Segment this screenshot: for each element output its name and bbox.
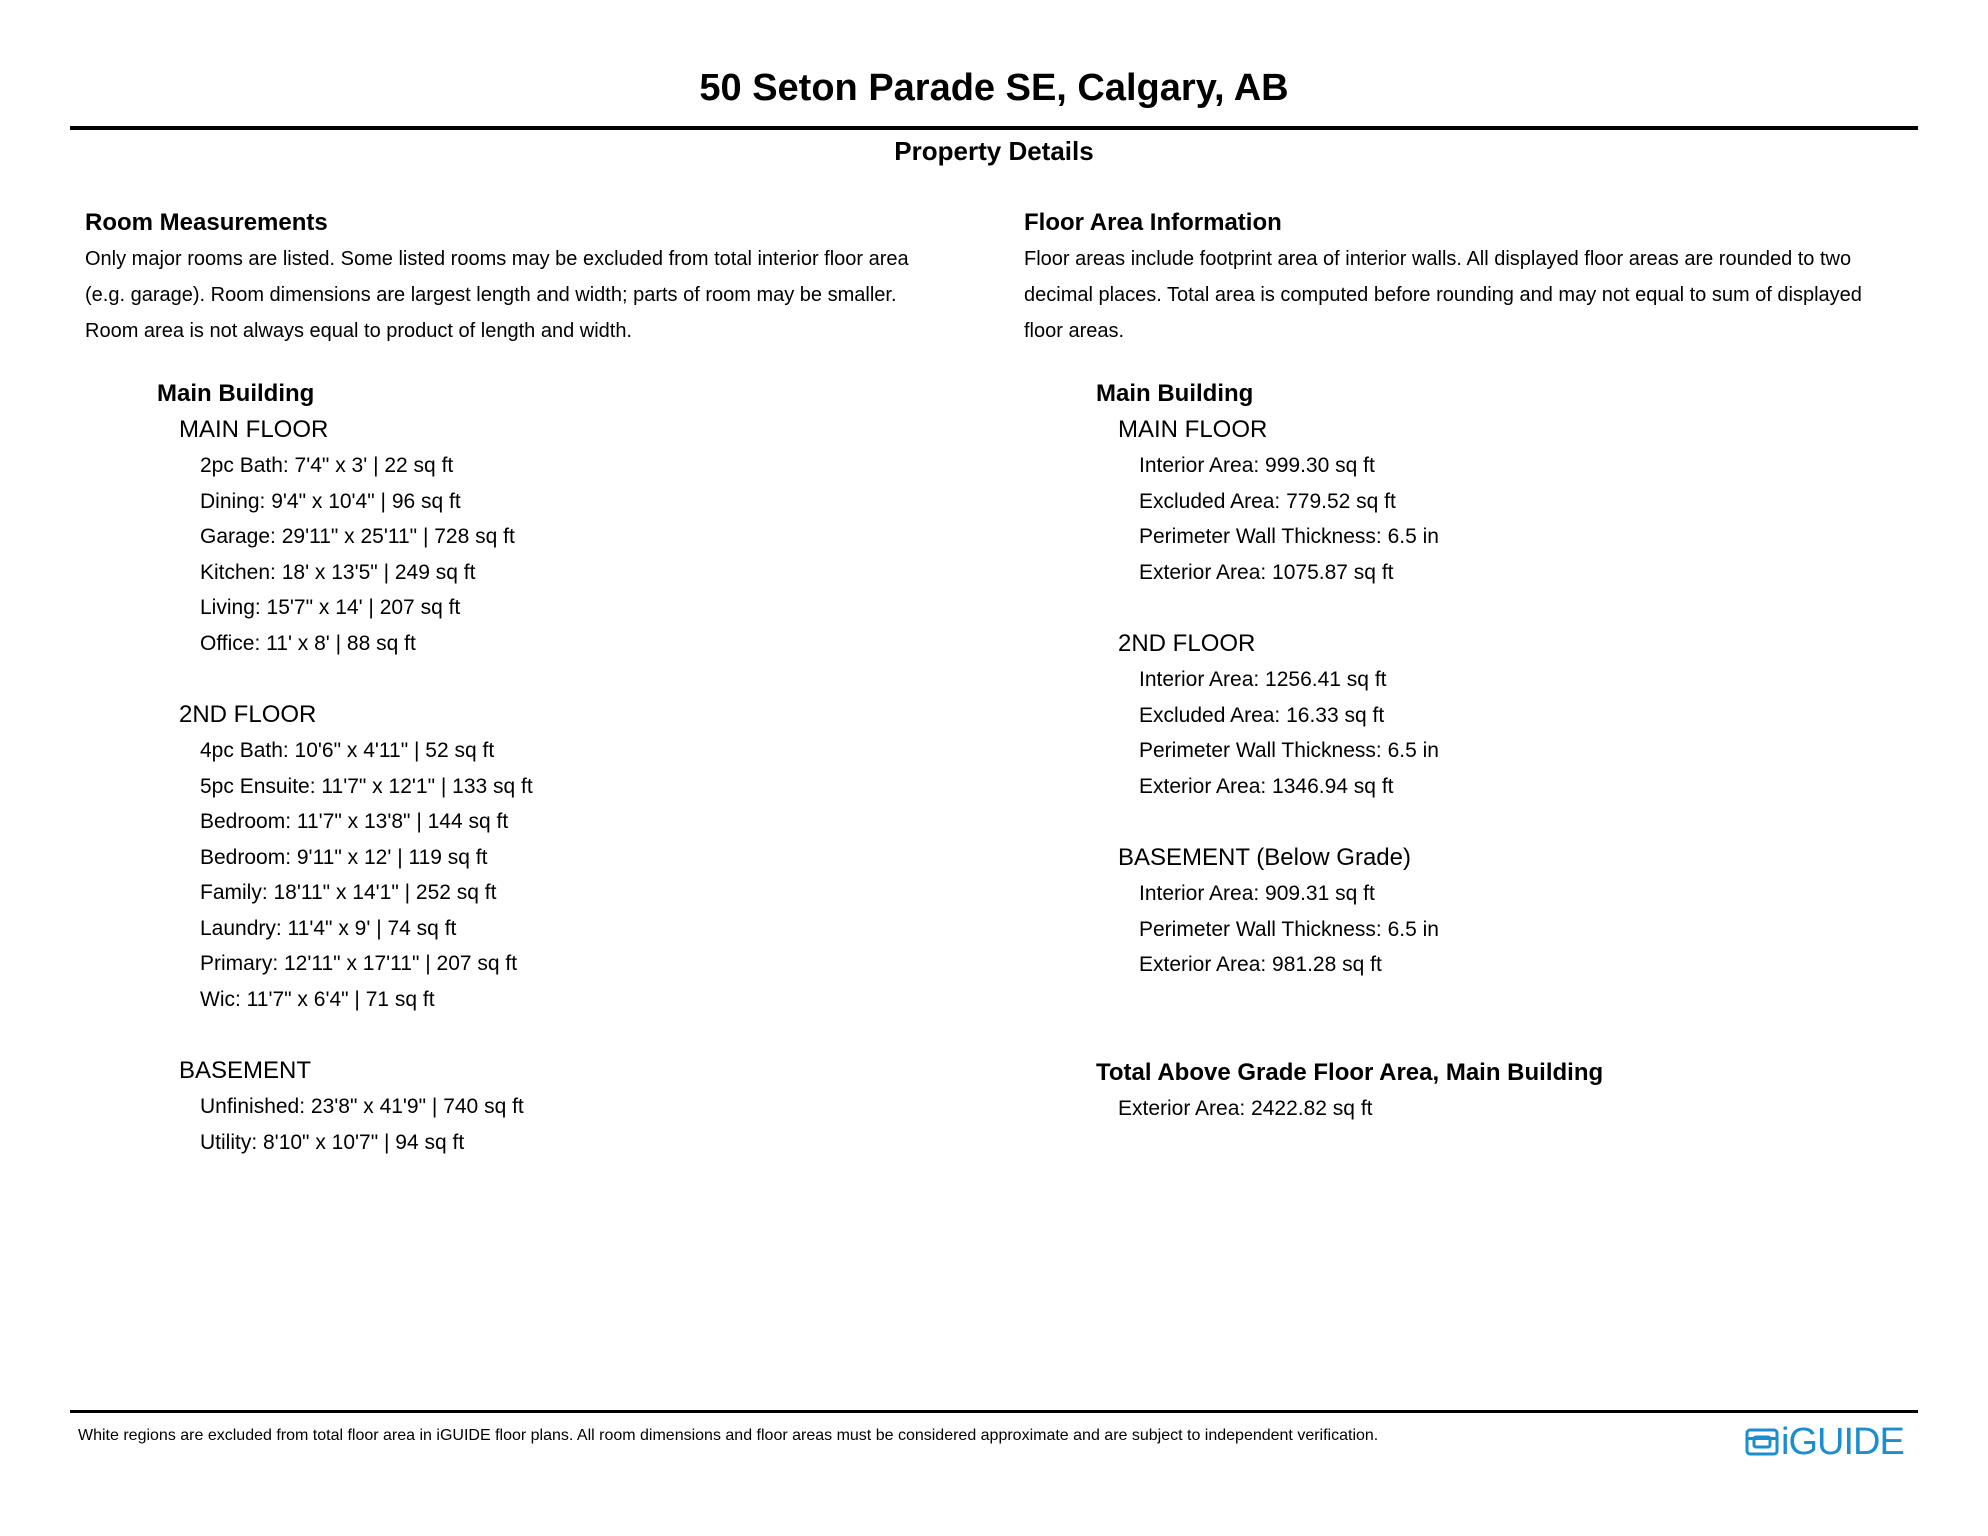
area-item: Exterior Area: 1075.87 sq ft — [1139, 560, 1394, 584]
total-area-item: Exterior Area: 2422.82 sq ft — [1118, 1096, 1373, 1120]
iguide-logo — [1745, 1422, 1904, 1462]
room-measurements-heading: Room Measurements — [85, 209, 328, 236]
floor-name: BASEMENT (Below Grade) — [1118, 844, 1411, 871]
floor-area-basement — [1118, 840, 1924, 1055]
total-area-heading: Total Above Grade Floor Area, Main Building — [1096, 1058, 1604, 1086]
floor-name: MAIN FLOOR — [179, 416, 329, 443]
floor-block-basement — [179, 1053, 985, 1160]
floor-area-2nd — [1118, 626, 1924, 840]
room-measurements-description — [85, 241, 985, 349]
area-item: Interior Area: 909.31 sq ft — [1139, 882, 1375, 905]
building-block — [157, 376, 985, 1160]
room-item: Dining: 9'4" x 10'4" | 96 sq ft — [200, 489, 461, 513]
room-item: Living: 15'7" x 14' | 207 sq ft — [200, 596, 461, 619]
page-subtitle: Property Details — [894, 136, 1094, 166]
footer-divider — [70, 1410, 1918, 1413]
floor-area-heading: Floor Area Information — [1024, 209, 1282, 236]
room-item: Utility: 8'10" x 10'7" | 94 sq ft — [200, 1130, 465, 1154]
description-line: floor areas. — [1024, 320, 1125, 342]
footer-note: White regions are excluded from total floor area in iGUIDE floor plans. All room dimensions and floor areas must be considered approximate and are subject to independent verification. — [78, 1427, 1379, 1444]
floor-block-main — [179, 412, 985, 697]
area-item: Excluded Area: 16.33 sq ft — [1139, 703, 1385, 727]
room-item: Office: 11' x 8' | 88 sq ft — [200, 631, 416, 655]
floor-block-2nd — [179, 697, 985, 1053]
room-item: Unfinished: 23'8" x 41'9" | 740 sq ft — [200, 1095, 524, 1118]
area-item: Interior Area: 999.30 sq ft — [1139, 454, 1375, 477]
area-item: Exterior Area: 981.28 sq ft — [1139, 953, 1382, 976]
logo-text: iGUIDE — [1781, 1421, 1904, 1463]
room-item: Family: 18'11" x 14'1" | 252 sq ft — [200, 881, 497, 904]
room-item: Laundry: 11'4" x 9' | 74 sq ft — [200, 916, 457, 940]
building-name: Main Building — [1096, 380, 1254, 407]
page-title: 50 Seton Parade SE, Calgary, AB — [699, 67, 1289, 109]
floor-name: 2ND FLOOR — [179, 701, 317, 728]
area-item: Perimeter Wall Thickness: 6.5 in — [1139, 739, 1439, 762]
floor-area-main — [1118, 412, 1924, 626]
room-item: Kitchen: 18' x 13'5" | 249 sq ft — [200, 560, 476, 584]
area-item: Exterior Area: 1346.94 sq ft — [1139, 774, 1394, 798]
title-divider — [70, 126, 1918, 130]
room-item: Primary: 12'11" x 17'11" | 207 sq ft — [200, 952, 518, 975]
floor-name: MAIN FLOOR — [1118, 416, 1268, 443]
floor-name: BASEMENT — [179, 1057, 312, 1084]
room-item: Bedroom: 9'11" x 12' | 119 sq ft — [200, 845, 488, 869]
description-line: (e.g. garage). Room dimensions are largest length and width; parts of room may be smaller. — [85, 284, 897, 306]
area-item: Excluded Area: 779.52 sq ft — [1139, 489, 1396, 513]
building-block — [1096, 376, 1924, 1126]
area-item: Perimeter Wall Thickness: 6.5 in — [1139, 525, 1439, 548]
room-item: Wic: 11'7" x 6'4" | 71 sq ft — [200, 987, 435, 1011]
iguide-camera-icon — [1745, 1427, 1779, 1457]
floor-area-section — [1024, 205, 1924, 1126]
room-item: 5pc Ensuite: 11'7" x 12'1" | 133 sq ft — [200, 774, 533, 798]
room-item: 4pc Bath: 10'6" x 4'11" | 52 sq ft — [200, 739, 495, 762]
room-measurements-section — [85, 205, 985, 1160]
room-item: Garage: 29'11" x 25'11" | 728 sq ft — [200, 525, 515, 548]
floor-area-description — [1024, 241, 1924, 349]
area-item: Perimeter Wall Thickness: 6.5 in — [1139, 917, 1439, 941]
description-line: Floor areas include footprint area of interior walls. All displayed floor areas are rounded to two — [1024, 248, 1852, 270]
description-line: Only major rooms are listed. Some listed rooms may be excluded from total interior floor area — [85, 248, 909, 270]
description-line: decimal places. Total area is computed before rounding and may not equal to sum of displayed — [1024, 284, 1862, 306]
area-item: Interior Area: 1256.41 sq ft — [1139, 668, 1387, 691]
room-item: Bedroom: 11'7" x 13'8" | 144 sq ft — [200, 810, 509, 833]
building-name: Main Building — [157, 380, 315, 407]
description-line: Room area is not always equal to product of length and width. — [85, 320, 632, 342]
room-item: 2pc Bath: 7'4" x 3' | 22 sq ft — [200, 454, 454, 477]
floor-name: 2ND FLOOR — [1118, 630, 1256, 657]
